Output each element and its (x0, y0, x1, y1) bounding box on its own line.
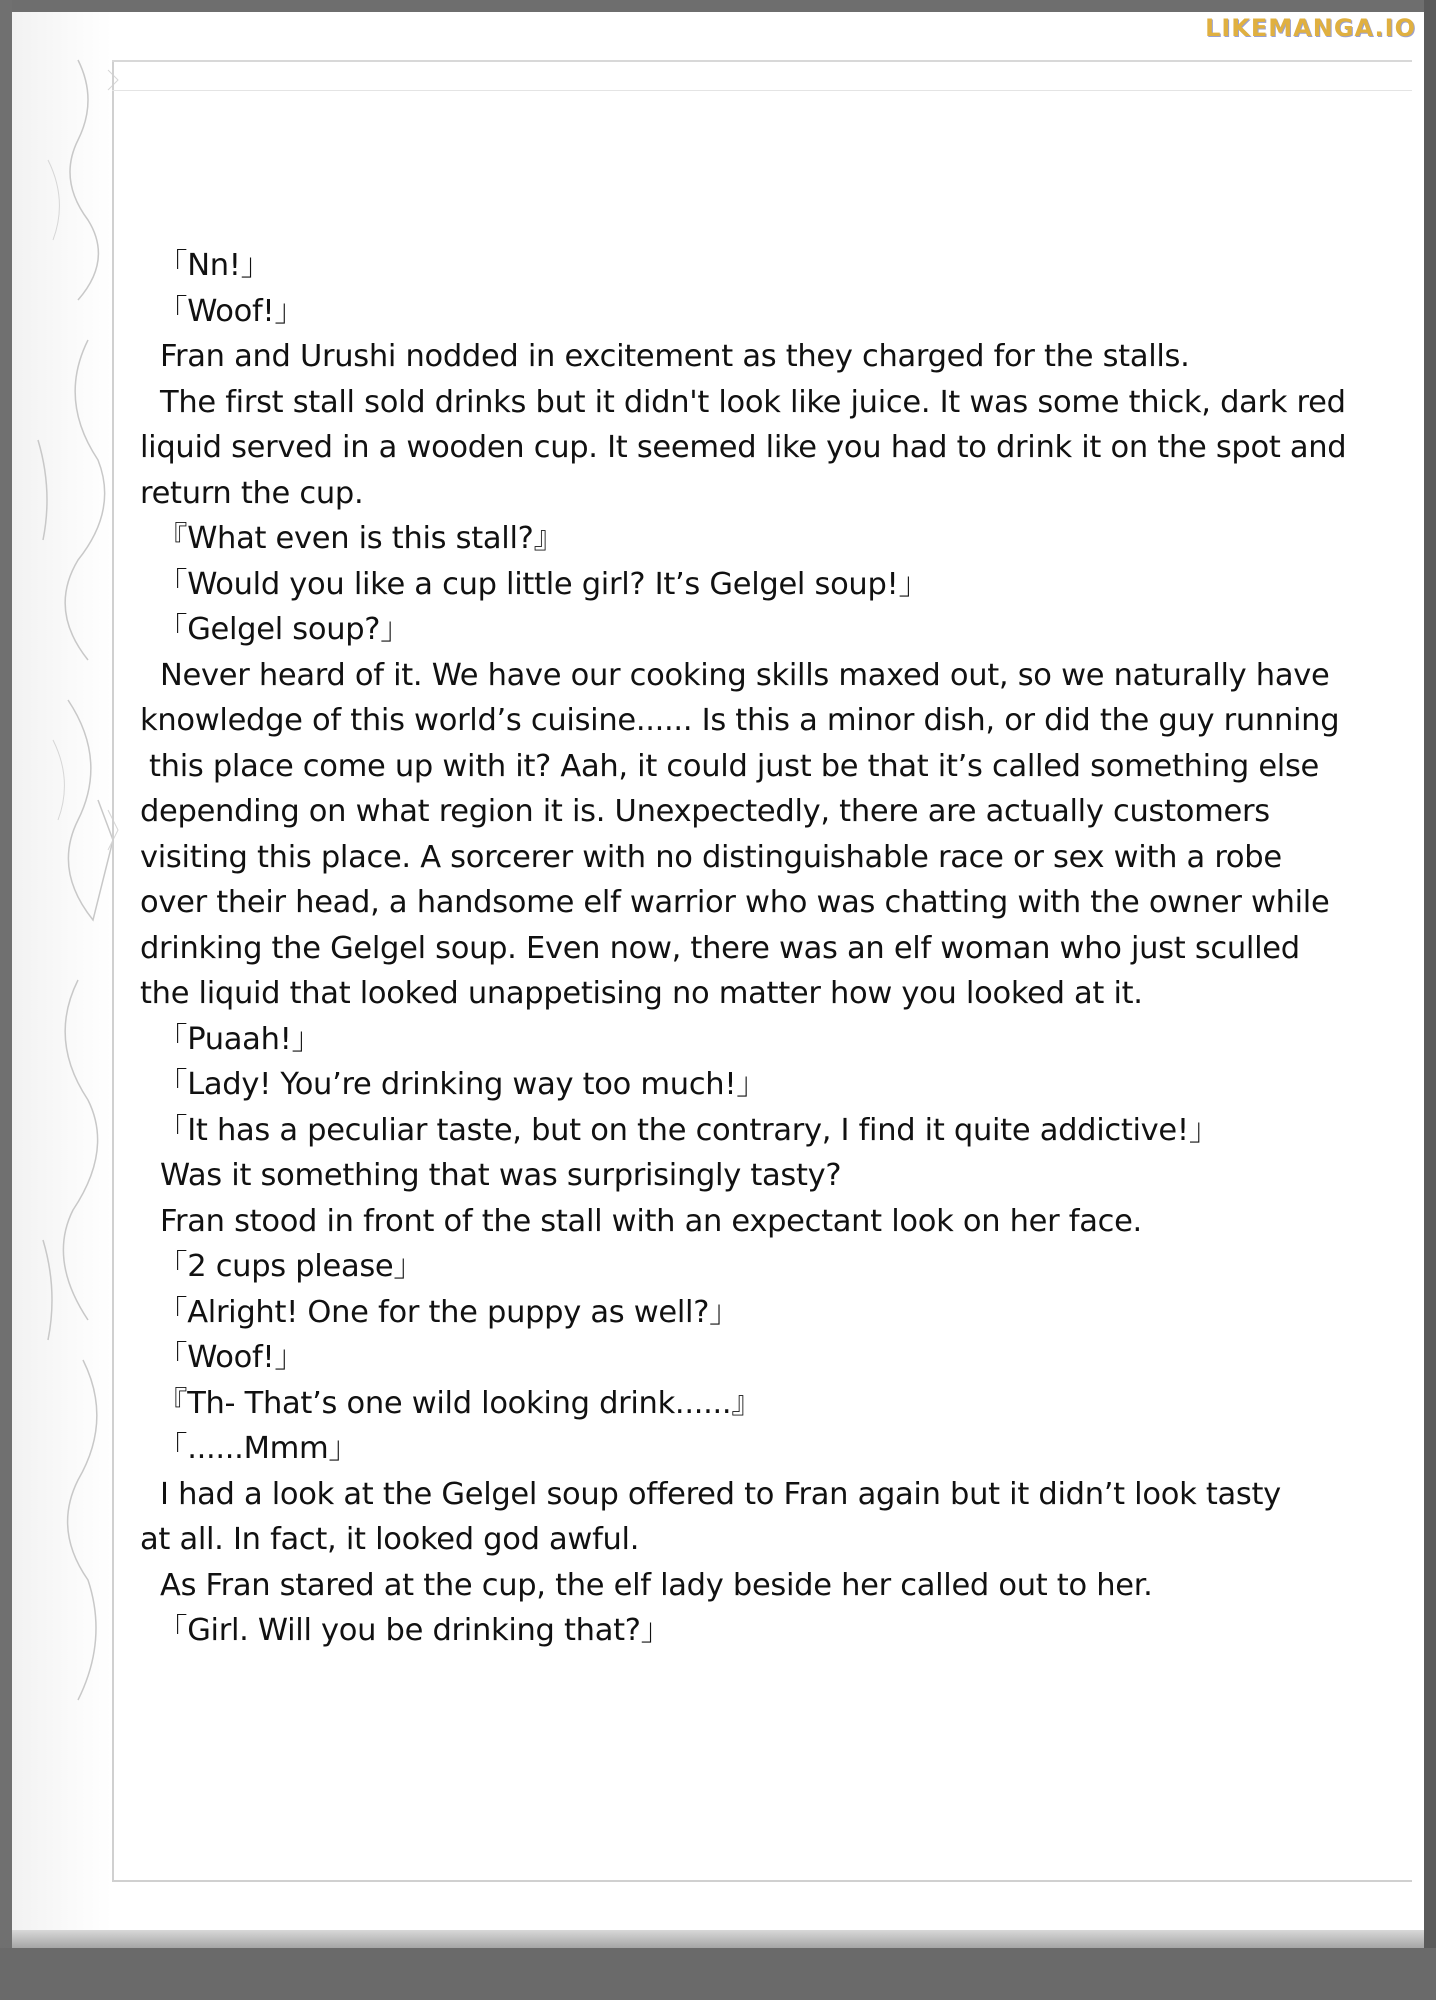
frame-line (112, 60, 1412, 62)
text-line: the liquid that looked unappetising no matter how you looked at it. (140, 976, 1143, 1011)
frame-line (112, 1880, 1412, 1882)
text-line: Was it something that was surprisingly tasty? (160, 1158, 842, 1193)
frame-line (112, 90, 1412, 91)
dialogue-line: 「Girl. Will you be drinking that?」 (157, 1613, 671, 1648)
frame-line (112, 60, 114, 1880)
text-line: The first stall sold drinks but it didn't look like juice. It was some thick, dark red (160, 384, 1346, 420)
dialogue-line: 『What even is this stall?』 (157, 521, 564, 556)
text-line: Never heard of it. We have our cooking skills maxed out, so we naturally have (160, 657, 1330, 693)
dialogue-line: 「......Mmm」 (157, 1431, 359, 1466)
dialogue-line: 『Th- That’s one wild looking drink......』 (157, 1385, 762, 1421)
text-line: I had a look at the Gelgel soup offered to Fran again but it didn’t look tasty (160, 1476, 1281, 1512)
dialogue-line: 「Lady! You’re drinking way too much!」 (157, 1067, 767, 1102)
text-line: this place come up with it? Aah, it could just be that it’s called something else (149, 748, 1320, 784)
text-line: As Fran stared at the cup, the elf lady beside her called out to her. (160, 1567, 1153, 1603)
scan-border-right (1424, 0, 1436, 2000)
dialogue-line: 「2 cups please」 (157, 1249, 424, 1284)
text-line: drinking the Gelgel soup. Even now, there was an elf woman who just sculled (140, 930, 1300, 966)
site-watermark: LIKEMANGA.IO (1205, 14, 1416, 42)
scan-border-left (0, 0, 12, 2000)
scan-border-bottom (0, 1948, 1436, 2000)
dialogue-line: 「Nn!」 (157, 248, 271, 283)
text-line: Fran stood in front of the stall with an expectant look on her face. (160, 1203, 1142, 1239)
dialogue-line: 「It has a peculiar taste, but on the contrary, I find it quite addictive!」 (157, 1112, 1220, 1148)
text-line: Fran and Urushi nodded in excitement as they charged for the stalls. (160, 339, 1190, 374)
text-line: knowledge of this world’s cuisine...... Is this a minor dish, or did the guy running (140, 703, 1340, 738)
text-line: at all. In fact, it looked god awful. (140, 1522, 640, 1557)
dialogue-line: 「Puaah!」 (157, 1021, 322, 1057)
scan-border-top (0, 0, 1436, 12)
text-line: over their head, a handsome elf warrior who was chatting with the owner while (140, 885, 1330, 920)
dialogue-line: 「Would you like a cup little girl? It’s Gelgel soup!」 (157, 566, 929, 602)
text-line: depending on what region it is. Unexpectedly, there are actually customers (140, 794, 1270, 829)
page-text (140, 243, 1380, 1654)
text-line: liquid served in a wooden cup. It seemed like you had to drink it on the spot and (140, 430, 1347, 465)
text-line: visiting this place. A sorcerer with no distinguishable race or sex with a robe (140, 839, 1282, 875)
dialogue-line: 「Alright! One for the puppy as well?」 (157, 1294, 740, 1330)
dialogue-line: 「Woof!」 (157, 1340, 305, 1375)
text-line: return the cup. (140, 475, 364, 511)
dialogue-line: 「Gelgel soup?」 (157, 612, 411, 647)
dialogue-line: 「Woof!」 (157, 293, 305, 329)
